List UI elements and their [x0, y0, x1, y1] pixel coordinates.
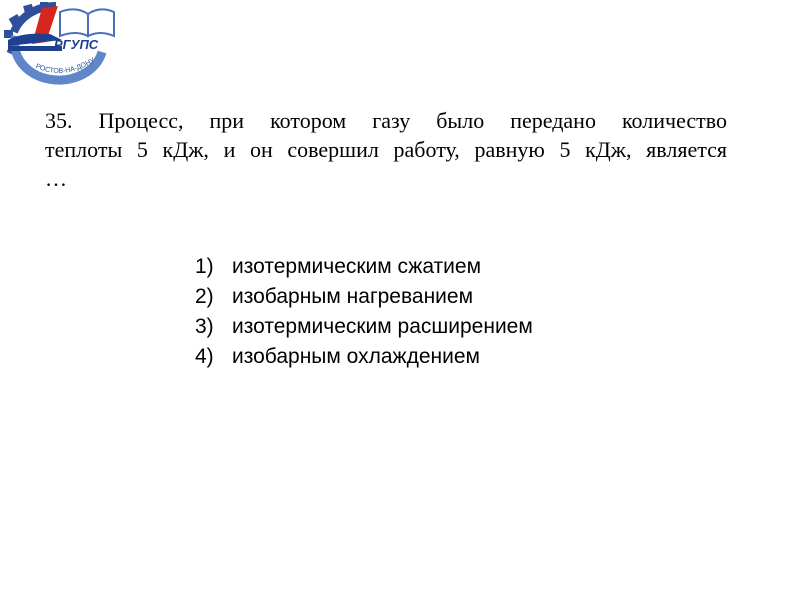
answer-option-1[interactable] — [195, 252, 533, 282]
answer-number: 1) — [195, 255, 214, 278]
question-line: … — [45, 166, 67, 191]
answer-text: изобарным охлаждением — [232, 345, 480, 368]
answer-option-2[interactable] — [195, 282, 533, 312]
logo-title: РГУПС — [54, 37, 99, 52]
answer-number: 4) — [195, 345, 214, 368]
answer-option-4[interactable] — [195, 342, 533, 372]
answer-text: изотермическим сжатием — [232, 255, 482, 278]
question-text — [45, 106, 727, 193]
question-line: теплоты 5 кДж, и он совершил работу, равную 5 кДж, является — [45, 137, 727, 162]
answer-number: 3) — [195, 315, 214, 338]
rgups-logo — [2, 2, 116, 88]
answer-option-3[interactable] — [195, 312, 533, 342]
book-icon — [60, 9, 114, 36]
answer-text: изобарным нагреванием — [232, 285, 474, 308]
answer-options — [195, 252, 533, 372]
answer-number: 2) — [195, 285, 214, 308]
logo-ring-caption: РОСТОВ-НА-ДОНУ — [34, 57, 97, 76]
answer-text: изотермическим расширением — [232, 315, 533, 338]
question-line: 35. Процесс, при котором газу было передано количество — [45, 108, 727, 133]
